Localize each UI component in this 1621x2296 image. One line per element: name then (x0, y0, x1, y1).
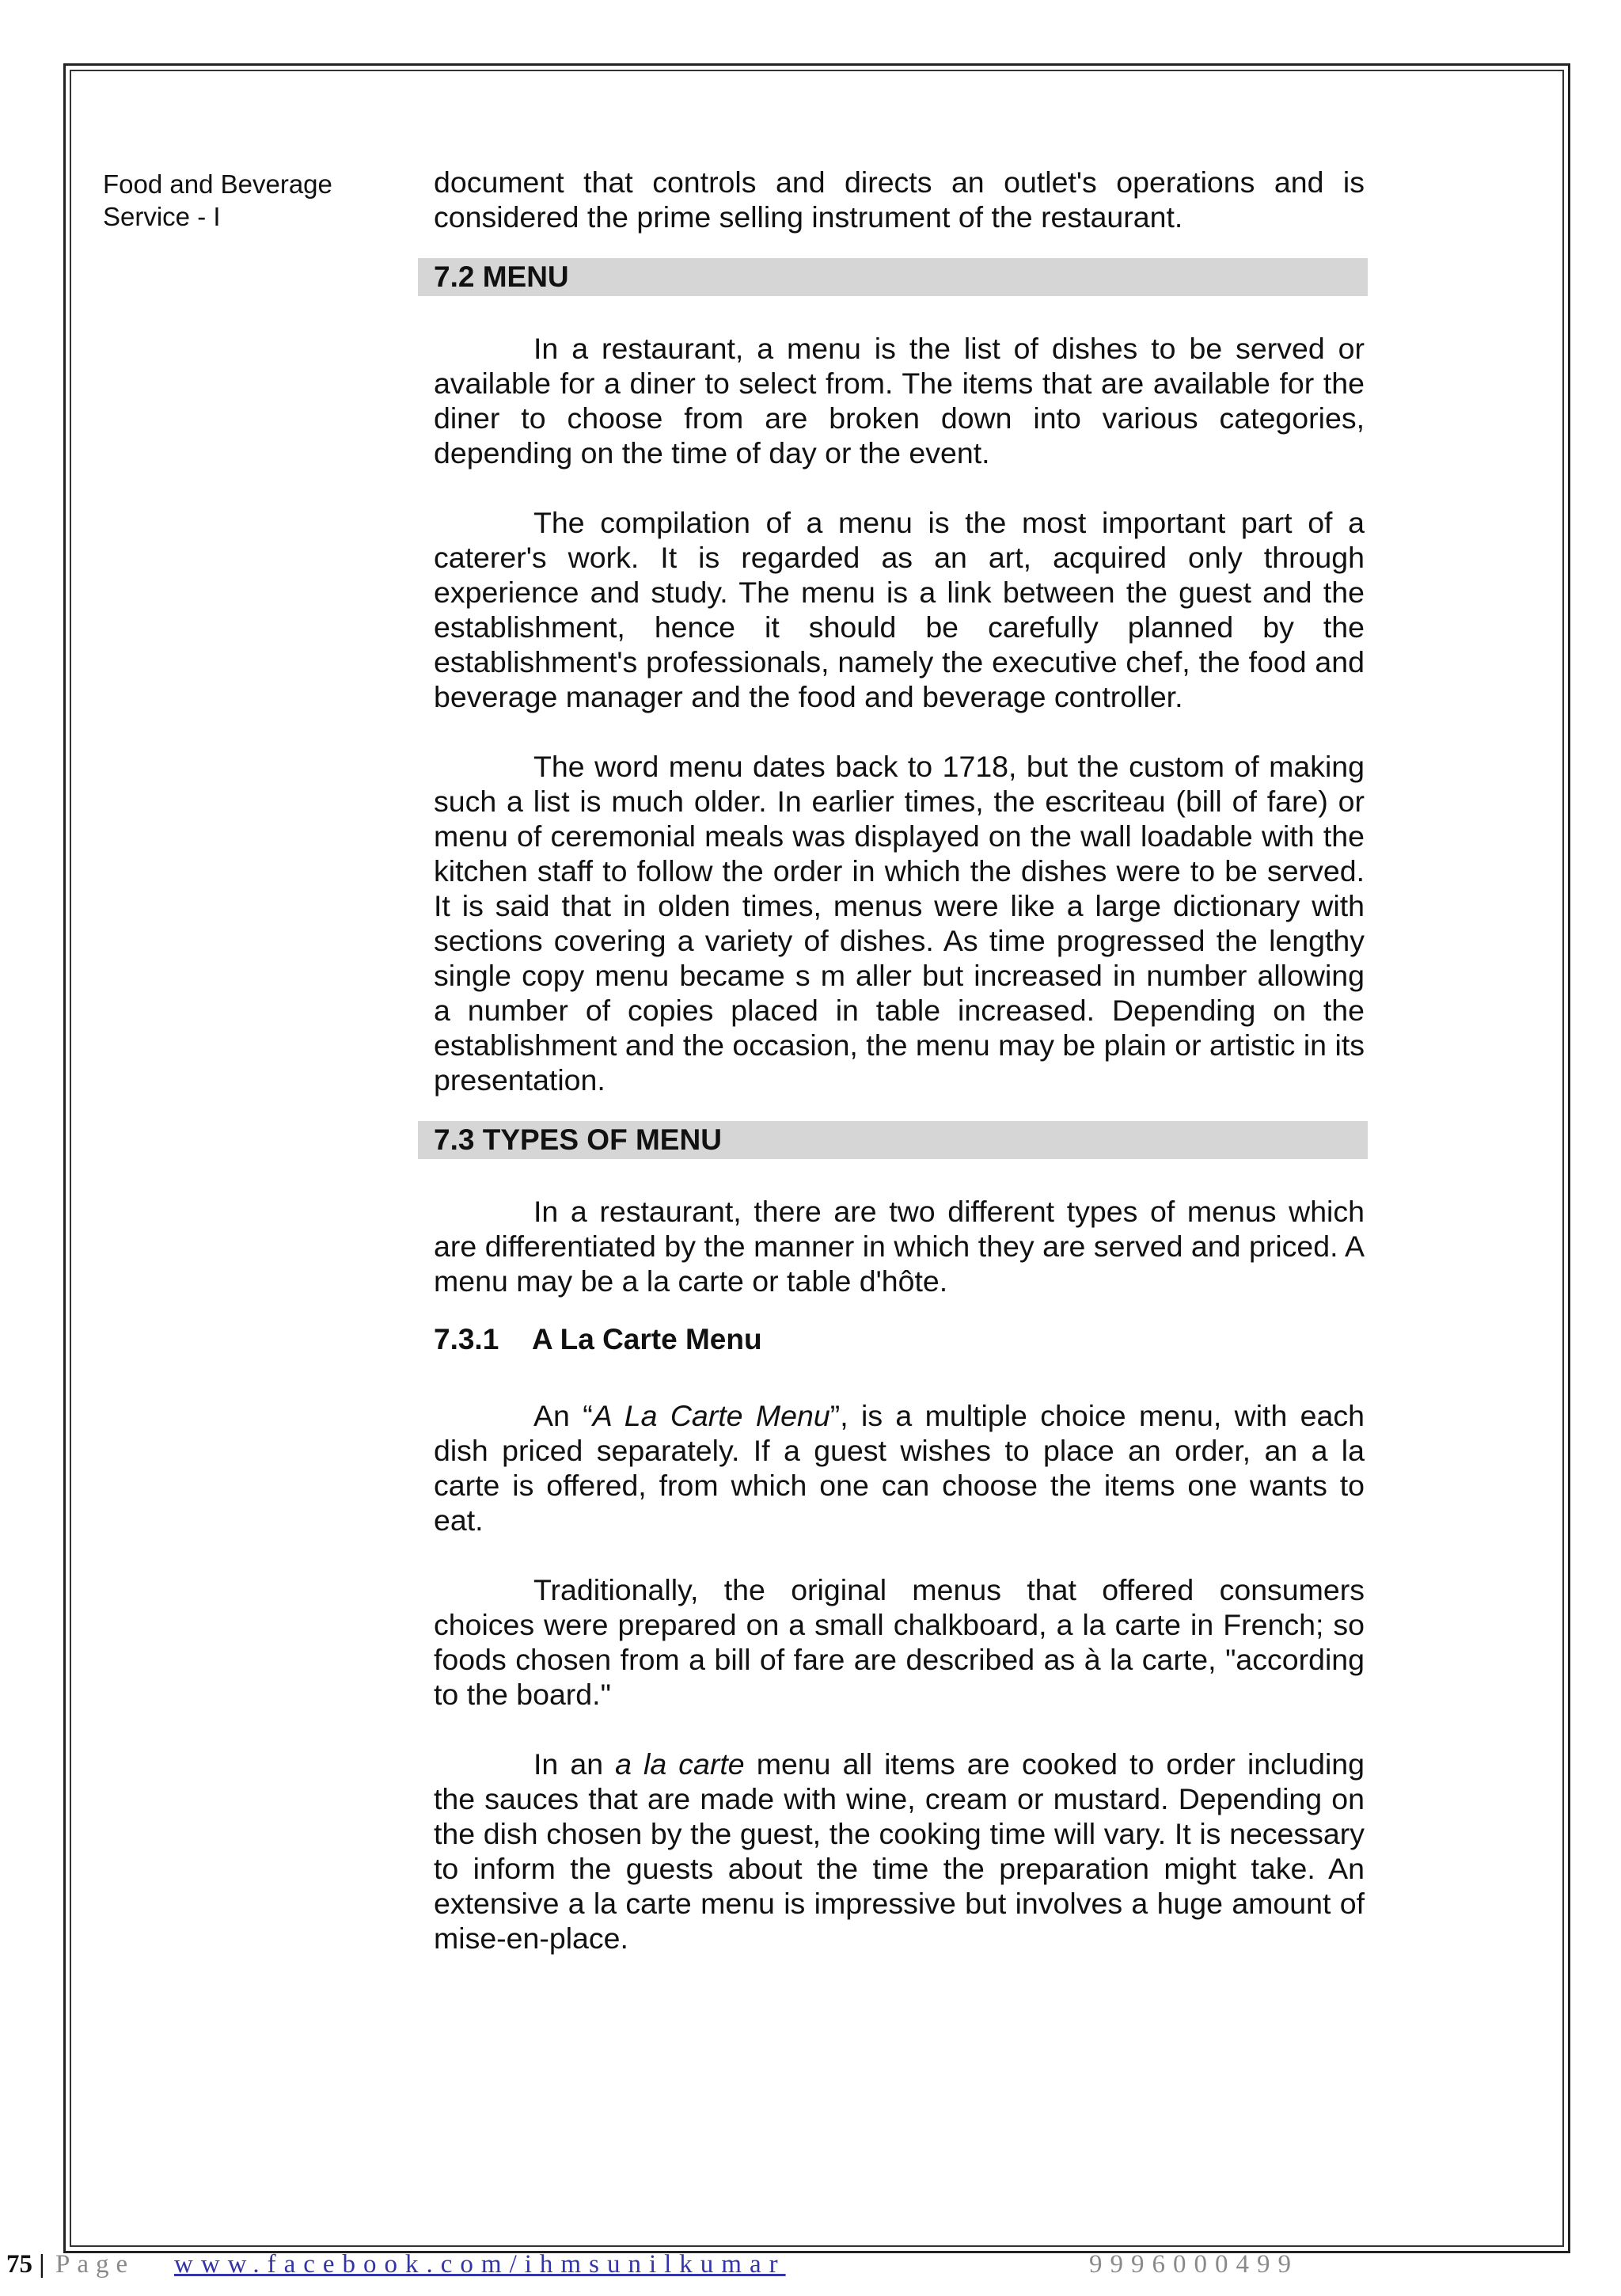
section-heading-7-3: 7.3 TYPES OF MENU (418, 1121, 1368, 1159)
alacarte-paragraph-3: In an a la carte menu all items are cooked to order including the sauces that are made with wine, cream or mustard. Depending on the dish chosen by the guest, the cooking time will vary. It is necessary to inform the guests about the time the preparation might take. An extensive a la carte menu is impressive but involves a huge amount of mise-en-place. (434, 1747, 1365, 1955)
phone-number: 9996000499 (1089, 2250, 1299, 2279)
running-header (103, 168, 372, 233)
alacarte-paragraph-1: An “A La Carte Menu”, is a multiple choice menu, with each dish priced separately. If a guest wishes to place an order, an a la carte is offered, from which one can choose the items one wants to eat. (434, 1399, 1365, 1537)
page-number: 75 | (6, 2250, 45, 2279)
subsection-title: A La Carte Menu (532, 1323, 762, 1355)
main-content (434, 165, 1365, 1956)
running-header-line1: Food and Beverage (103, 169, 332, 199)
menu-paragraph-1: In a restaurant, a menu is the list of dishes to be served or available for a diner to select from. The items that are available for the diner to choose from are broken down into various categories, depending on the time of day or the event. (434, 332, 1365, 469)
subsection-heading-7-3-1 (434, 1322, 1365, 1357)
subsection-number: 7.3.1 (434, 1323, 499, 1355)
menu-paragraph-2: The compilation of a menu is the most important part of a caterer's work. It is regarded as an art, acquired only through experience and study. The menu is a link between the guest and the establishment, hence it should be carefully planned by the establishment's professionals, namely the executive chef, the food and beverage manager and the food and beverage controller. (434, 506, 1365, 713)
section-heading-7-2: 7.2 MENU (418, 258, 1368, 296)
menu-paragraph-3: The word menu dates back to 1718, but the custom of making such a list is much older. In earlier times, the escriteau (bill of fare) or menu of ceremonial meals was displayed on the wall loadable with the kitchen staff to follow the order in which the dishes were to be served. It is said that in olden times, menus were like a large dictionary with sections covering a variety of dishes. As time progressed the lengthy single copy menu became s m aller but increased in number allowing a number of copies placed in table increased. Depending on the establishment and the occasion, the menu may be plain or artistic in its presentation. (434, 750, 1365, 1097)
intro-paragraph: document that controls and directs an outlet's operations and is considered the prime selling instrument of the restaurant. (434, 165, 1365, 234)
page-footer (6, 2245, 1621, 2283)
alacarte-paragraph-2: Traditionally, the original menus that offered consumers choices were prepared on a small chalkboard, a la carte in French; so foods chosen from a bill of fare are described as à la carte, "according to the board." (434, 1573, 1365, 1711)
running-header-line2: Service - I (103, 202, 221, 231)
page-word: Page (55, 2250, 135, 2279)
facebook-link[interactable]: www.facebook.com/ihmsunilkumar (174, 2250, 786, 2279)
types-paragraph: In a restaurant, there are two different types of menus which are differentiated by the manner in which they are served and priced. A menu may be a la carte or table d'hôte. (434, 1195, 1365, 1298)
